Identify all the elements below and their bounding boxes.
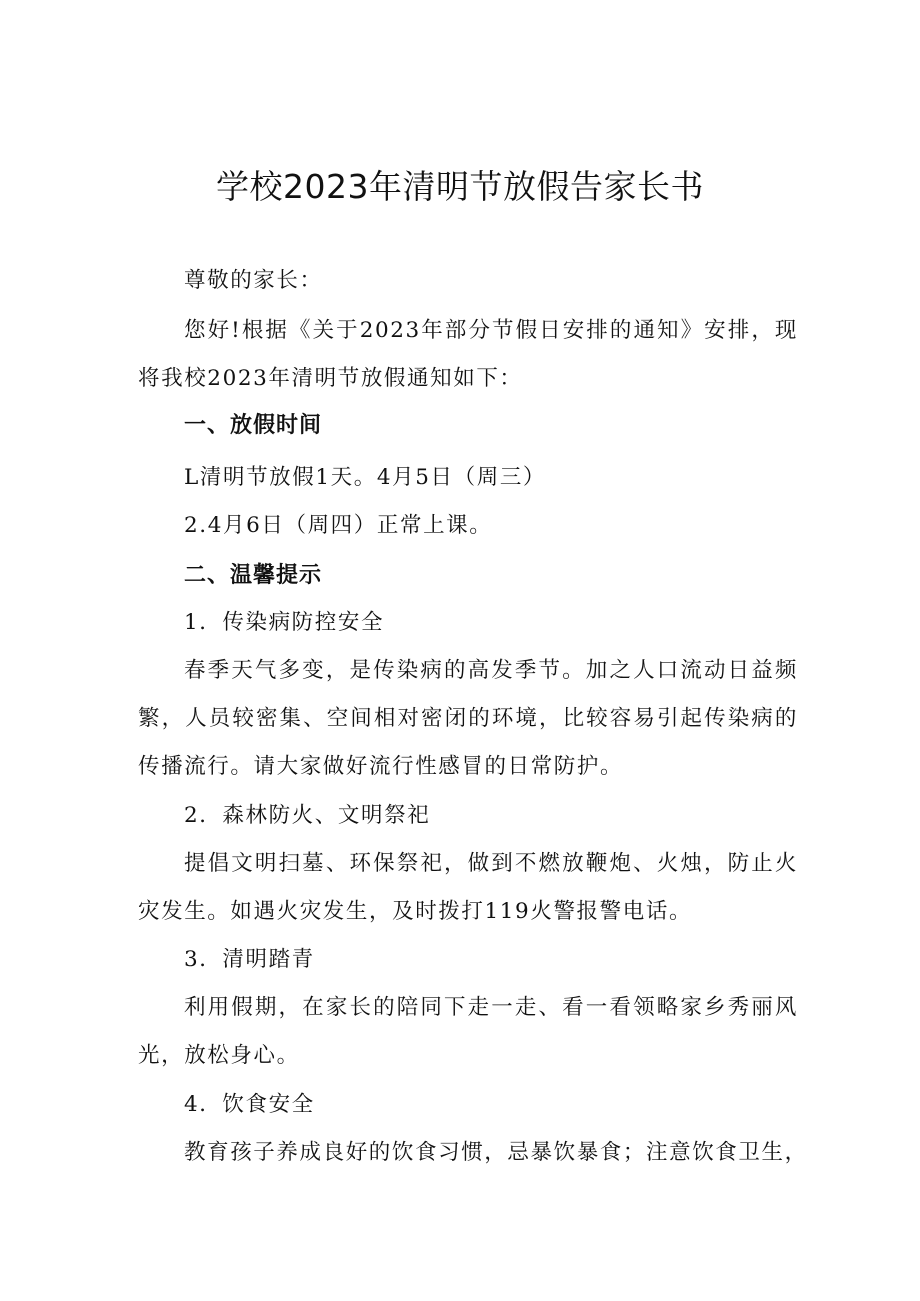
holiday-item-1: L清明节放假1天。4月5日（周三） [184,465,547,490]
tip-1-title: 1．传染病防控安全 [184,610,385,635]
tip-2-line-1: 提倡文明扫墓、环保祭祀，做到不燃放鞭炮、火烛，防止火 [184,851,798,876]
section-heading-holiday-time: 一、放假时间 [184,413,323,438]
tip-1-line-3: 传播流行。请大家做好流行性感冒的日常防护。 [138,754,624,779]
tip-3-line-2: 光，放松身心。 [138,1043,300,1068]
tip-3-line-1: 利用假期，在家长的陪同下走一走、看一看领略家乡秀丽风 [184,995,798,1020]
intro-line-1: 您好!根据《关于2023年部分节假日安排的通知》安排，现 [184,318,798,343]
holiday-item-2: 2.4月6日（周四）正常上课。 [184,513,493,538]
tip-1-line-2: 繁，人员较密集、空间相对密闭的环境，比较容易引起传染病的 [138,706,798,731]
section-heading-reminders: 二、温馨提示 [184,563,323,588]
tip-2-title: 2．森林防火、文明祭祀 [184,803,431,828]
tip-2-line-2: 灾发生。如遇火灾发生，及时拨打119火警报警电话。 [138,899,693,924]
greeting: 尊敬的家长： [184,268,323,293]
tip-1-line-1: 春季天气多变，是传染病的高发季节。加之人口流动日益频 [184,658,798,683]
tip-3-title: 3．清明踏青 [184,947,315,972]
intro-line-2: 将我校2023年清明节放假通知如下： [138,366,523,391]
tip-4-line-1: 教育孩子养成良好的饮食习惯，忌暴饮暴食；注意饮食卫生， [184,1140,808,1165]
document-title: 学校2023年清明节放假告家长书 [216,167,704,206]
tip-4-title: 4．饮食安全 [184,1092,315,1117]
